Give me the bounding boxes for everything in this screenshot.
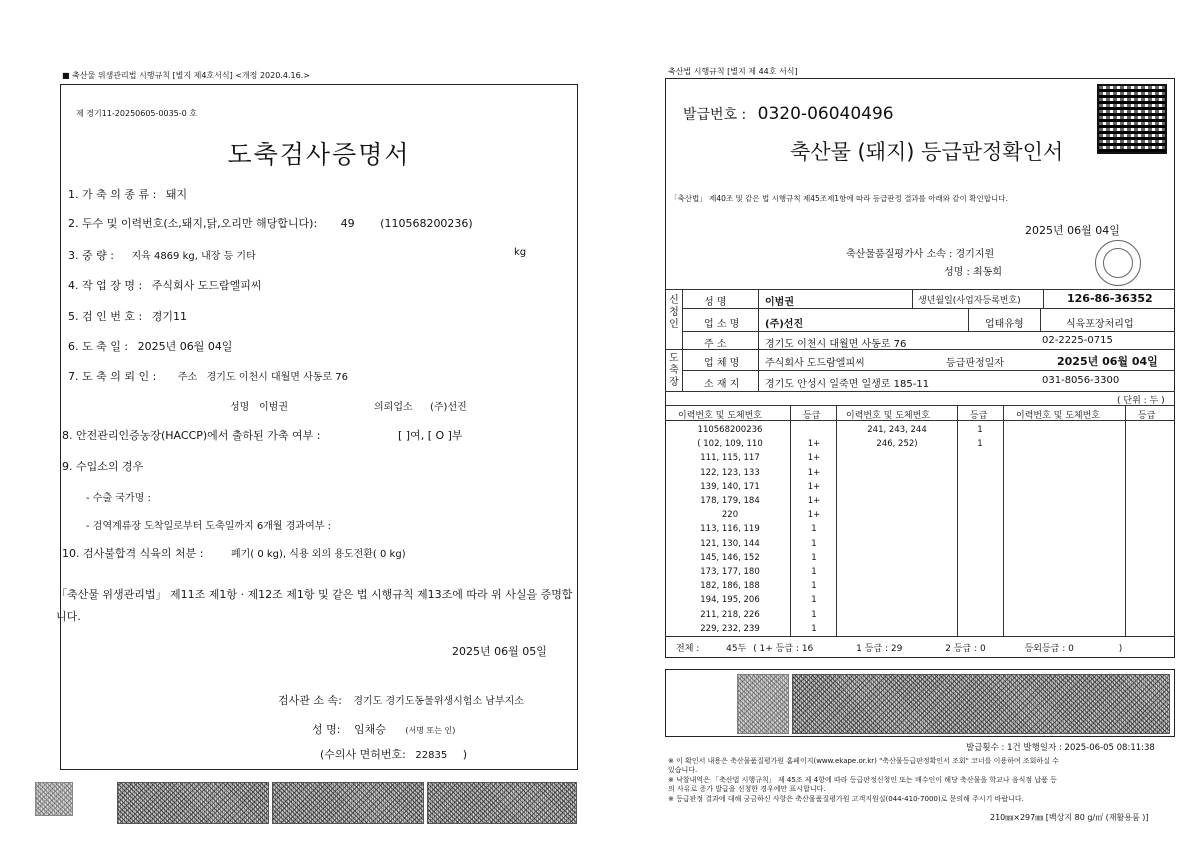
issue-number-label: 발급번호 : xyxy=(683,107,747,123)
total-grade-1: 1 등급 : 29 xyxy=(856,644,903,654)
grade-cell: 1 xyxy=(811,538,817,549)
haccp-row xyxy=(62,427,321,443)
table-line xyxy=(682,308,1175,309)
grade-header-trace-2: 이력번호 및 도체번호 xyxy=(846,411,930,421)
workplace-row xyxy=(68,277,261,293)
trace-number-cell: 220 xyxy=(721,510,739,521)
left-barcode-1 xyxy=(117,782,269,824)
total-grade-1plus: ( 1+ 등급 : 16 xyxy=(753,644,814,654)
weight-row xyxy=(68,247,256,263)
workplace-label: 4. 작 업 장 명 : xyxy=(68,279,143,292)
left-statement: 「축산물 위생관리법」 제11조 제1항 · 제12조 제1항 및 같은 법 시행규칙 제13조에 따라 위 사실을 증명합니다. xyxy=(56,588,573,623)
left-barcode-2 xyxy=(272,782,424,824)
total-grade-2: 2 등급 : 0 xyxy=(945,644,986,654)
applicant-biztype-label: 업태유형 xyxy=(985,319,1024,330)
weight-value: 지육 4869 kg, 내장 등 기타 xyxy=(131,251,256,262)
footnote-1-cont: 있습니다. xyxy=(668,766,698,774)
trace-number-cell: 111, 115, 117 xyxy=(700,453,760,464)
applicant-side-label: 신청인 xyxy=(669,295,679,330)
heads-row xyxy=(68,215,473,231)
reject-label: 10. 검사불합격 식육의 처분 : xyxy=(62,547,204,560)
species-label: 1. 가 축 의 종 류 : xyxy=(68,188,157,201)
inspector-license xyxy=(320,746,467,762)
grade-header-grade-2: 등급 xyxy=(970,411,988,421)
trace-number-cell: 194, 195, 206 xyxy=(700,595,760,606)
grade-cell: 1+ xyxy=(807,453,821,464)
trace-number-cell: 122, 123, 133 xyxy=(700,467,760,478)
slaughter-date-row xyxy=(68,338,232,354)
grade-cell: 1 xyxy=(811,567,817,578)
inspector-name xyxy=(312,721,455,737)
workplace-value: 주식회사 도드람엘피씨 xyxy=(151,279,262,292)
print-info: 발급횟수 : 1건 발행일자 : 2025-06-05 08:11:38 xyxy=(966,743,1155,753)
total-grade-out: 등외등급 : 0 xyxy=(1024,644,1074,654)
import-country: - 수출 국가명 : xyxy=(86,493,151,504)
weight-unit: kg xyxy=(514,247,527,258)
weight-label: 3. 중 량 : xyxy=(68,249,114,262)
applicant-company-value: (주)선진 xyxy=(765,319,804,330)
slaughterhouse-name-value: 주식회사 도드람엘피씨 xyxy=(765,358,865,369)
client-address-value: 경기도 이천시 대월면 사동로 76 xyxy=(206,372,348,383)
heads-trace-number: (110568200236) xyxy=(380,217,473,230)
applicant-name-value: 이범권 xyxy=(765,297,794,308)
grade-cell: 1+ xyxy=(807,496,821,507)
grade-cell: 1+ xyxy=(807,467,821,478)
table-line xyxy=(682,370,1175,371)
heads-count: 49 xyxy=(340,217,355,230)
issue-number-value: 0320-06040496 xyxy=(757,104,894,124)
slaughterhouse-address-value: 경기도 안성시 일죽면 일생로 185-11 xyxy=(765,379,930,390)
grade-header-grade-1: 등급 xyxy=(803,411,821,421)
right-doc-title: 축산물 (돼지) 등급판정확인서 xyxy=(790,140,1064,164)
grader-affiliation: 축산물품질평가사 소속 : 경기지원 xyxy=(846,249,995,260)
import-label: 9. 수입소의 경우 xyxy=(62,460,144,473)
reject-row xyxy=(62,545,406,561)
applicant-birth-label: 생년월일(사업자등록번호) xyxy=(918,296,1021,306)
grade-cell: 1+ xyxy=(807,510,821,521)
barcode-small xyxy=(737,674,789,734)
inspection-no-label: 5. 검 인 번 호 : xyxy=(68,310,143,323)
heads-label: 2. 두수 및 이력번호(소,돼지,닭,오리만 해당합니다): xyxy=(68,217,318,230)
trace-number-cell: 173, 177, 180 xyxy=(700,567,760,578)
applicant-phone-value: 02-2225-0715 xyxy=(1042,335,1113,346)
applicant-biztype-value: 식육포장처리업 xyxy=(1066,319,1134,330)
table-line xyxy=(665,405,1175,406)
table-line xyxy=(665,636,1175,637)
grade-totals xyxy=(676,641,1122,654)
trace-number-cell: 241, 243, 244 xyxy=(867,425,927,435)
inspector-agency-label: 검사관 소 속: xyxy=(278,694,342,707)
left-form-header: ■ 축산물 위생관리법 시행규칙 [별지 제4호서식] <개정 2020.4.16.> xyxy=(62,71,310,80)
trace-number-cell: 229, 232, 239 xyxy=(700,623,760,634)
trace-number-cell: 145, 146, 152 xyxy=(700,552,760,563)
grade-cell: 1+ xyxy=(807,439,821,450)
client-name-label: 성명 xyxy=(230,402,250,413)
species-value: 돼지 xyxy=(165,188,188,201)
barcode-large xyxy=(792,674,1170,734)
grade-header-trace-3: 이력번호 및 도체번호 xyxy=(1016,411,1100,421)
haccp-label: 8. 안전관리인증농장(HACCP)에서 출하된 가축 여부 : xyxy=(62,429,321,442)
footnote-2: ※ 낙찰내역은 「축산법 시행규칙」 제 45조 제 4항에 따라 등급판정신청인 또는 매수인이 해당 축산물을 학교나 음식점 납품 등 xyxy=(668,776,1057,784)
grade-cell: 1 xyxy=(977,425,983,435)
client-label: 7. 도 축 의 뢰 인 : xyxy=(68,370,157,383)
slaughterhouse-phone-value: 031-8056-3300 xyxy=(1042,375,1120,386)
footnote-1: ※ 이 확인서 내용은 축산물품질평가원 홈페이지(www.ekape.or.kr) "축산물등급판정확인서 조회" 코너를 이용하여 조회하실 수 xyxy=(668,757,1059,765)
table-vline xyxy=(912,289,913,308)
grade-column-2 xyxy=(958,423,1002,451)
import-quarantine: - 검역계류장 도착일로부터 도축일까지 6개월 경과여부 : xyxy=(86,521,331,532)
trace-number-column-2 xyxy=(840,423,954,451)
trace-number-cell: 113, 116, 119 xyxy=(700,524,760,535)
left-issue-date: 2025년 06월 05일 xyxy=(452,645,547,658)
total-close: ) xyxy=(1118,644,1123,654)
trace-number-cell: 121, 130, 144 xyxy=(700,538,760,549)
right-legal-note: 「축산법」 제40조 및 같은 법 시행규칙 제45조제1항에 따라 등급판정 결과를 아래와 같이 확인합니다. xyxy=(670,194,1008,203)
inspector-license-value: 22835 xyxy=(415,750,448,761)
table-line xyxy=(665,349,1175,350)
table-line xyxy=(665,289,1175,290)
slaughter-date-value: 2025년 06월 04일 xyxy=(137,340,233,353)
right-date: 2025년 06월 04일 xyxy=(1025,224,1120,237)
grade-cell: 1 xyxy=(811,595,817,606)
client-row xyxy=(68,368,348,384)
total-label: 전체 : xyxy=(676,644,700,654)
applicant-address-value: 경기도 이천시 대월면 사동로 76 xyxy=(765,339,907,350)
inspector-name-value: 임채승 xyxy=(353,723,386,736)
trace-number-cell: ( 102, 109, 110 xyxy=(697,439,763,450)
table-vline xyxy=(1003,405,1004,636)
slaughterhouse-name-label: 업 체 명 xyxy=(704,358,740,369)
applicant-address-label: 주 소 xyxy=(704,339,727,350)
table-vline xyxy=(836,405,837,636)
grade-column-1 xyxy=(792,423,836,636)
grade-cell: 1 xyxy=(811,623,817,634)
slaughter-date-label: 6. 도 축 일 : xyxy=(68,340,129,353)
trace-number-cell: 246, 252) xyxy=(876,439,918,450)
inspection-no-row xyxy=(68,308,187,324)
reject-value: 폐기( 0 kg), 식용 외의 용도전환( 0 kg) xyxy=(230,549,406,560)
grade-cell: 1 xyxy=(811,609,817,620)
table-vline xyxy=(968,308,969,331)
inspector-sign-note: (서명 또는 인) xyxy=(405,726,456,735)
inspection-no-value: 경기11 xyxy=(151,310,187,323)
table-line xyxy=(682,331,1175,332)
inspector-name-label: 성 명: xyxy=(312,723,341,736)
inspector-agency xyxy=(278,692,524,708)
trace-number-cell: 211, 218, 226 xyxy=(700,609,760,620)
table-vline xyxy=(790,405,791,636)
left-small-barcode xyxy=(35,782,73,816)
trace-number-cell: 139, 140, 171 xyxy=(700,481,760,492)
table-vline xyxy=(1043,289,1044,308)
client-name-value: 이범권 xyxy=(259,402,288,413)
table-vline xyxy=(1125,405,1126,636)
slaughterhouse-side-label: 도축장 xyxy=(669,353,679,388)
table-vline xyxy=(1040,308,1041,331)
total-value: 45두 xyxy=(726,644,747,654)
right-form-header: 축산법 시행규칙 [별지 제 44호 서식] xyxy=(668,67,798,76)
left-doc-number: 제 경기11-20250605-0035-0 호 xyxy=(76,109,198,118)
footnote-2-cont: 의 사유로 증가 발급을 신청한 경우에만 표시합니다. xyxy=(668,785,826,793)
trace-number-cell: 182, 186, 188 xyxy=(700,581,760,592)
table-vline xyxy=(758,289,759,391)
trace-number-cell: 178, 179, 184 xyxy=(700,496,760,507)
grade-cell: 1 xyxy=(811,581,817,592)
table-line xyxy=(665,391,1175,392)
trace-number-cell: 110568200236 xyxy=(697,425,763,435)
left-doc-title: 도축검사증명서 xyxy=(227,140,411,169)
applicant-company-label: 업 소 명 xyxy=(704,319,740,330)
applicant-birth-value: 126-86-36352 xyxy=(1067,292,1153,305)
grade-cell xyxy=(792,423,836,437)
species-row xyxy=(68,186,187,202)
qr-code-icon xyxy=(1097,84,1167,154)
unit-note: ( 단위 : 두 ) xyxy=(1117,396,1165,406)
client-address-label: 주소 xyxy=(177,372,198,383)
grade-cell: 1 xyxy=(811,552,817,563)
grade-cell: 1+ xyxy=(807,481,821,492)
grade-header-trace-1: 이력번호 및 도체번호 xyxy=(678,411,762,421)
left-barcode-3 xyxy=(427,782,577,824)
grade-date-value: 2025년 06월 04일 xyxy=(1057,355,1158,368)
slaughterhouse-address-label: 소 재 지 xyxy=(704,379,740,390)
footnote-3: ※ 등급판정 결과에 대해 궁금하신 사항은 축산물품질평가원 고객지원실(044-410-7000)로 문의해 주시기 바랍니다. xyxy=(668,795,1024,803)
grade-cell: 1 xyxy=(977,439,983,450)
paper-spec: 210㎜×297㎜ [백상지 80 g/㎡ (재활용품 )] xyxy=(990,813,1149,822)
grader-name: 성명 : 최동희 xyxy=(944,267,1003,278)
grade-header-grade-3: 등급 xyxy=(1138,411,1156,421)
trace-number-column-1 xyxy=(675,423,785,636)
client-company-value: (주)선진 xyxy=(430,402,467,413)
applicant-name-label: 성 명 xyxy=(704,297,727,308)
grade-cell: 1 xyxy=(811,524,817,535)
haccp-value: [ ]여, [ O ]부 xyxy=(398,429,463,442)
grade-date-label: 등급판정일자 xyxy=(946,358,1004,369)
inspector-license-close: ) xyxy=(462,748,467,761)
inspector-agency-value: 경기도 경기도동물위생시험소 남부지소 xyxy=(353,696,524,707)
official-seal-icon xyxy=(1095,240,1141,286)
right-issue-number xyxy=(683,104,894,124)
table-vline xyxy=(682,289,683,391)
client-company-label: 의뢰업소 xyxy=(374,402,413,413)
inspector-license-label: (수의사 면허번호: xyxy=(320,748,406,761)
